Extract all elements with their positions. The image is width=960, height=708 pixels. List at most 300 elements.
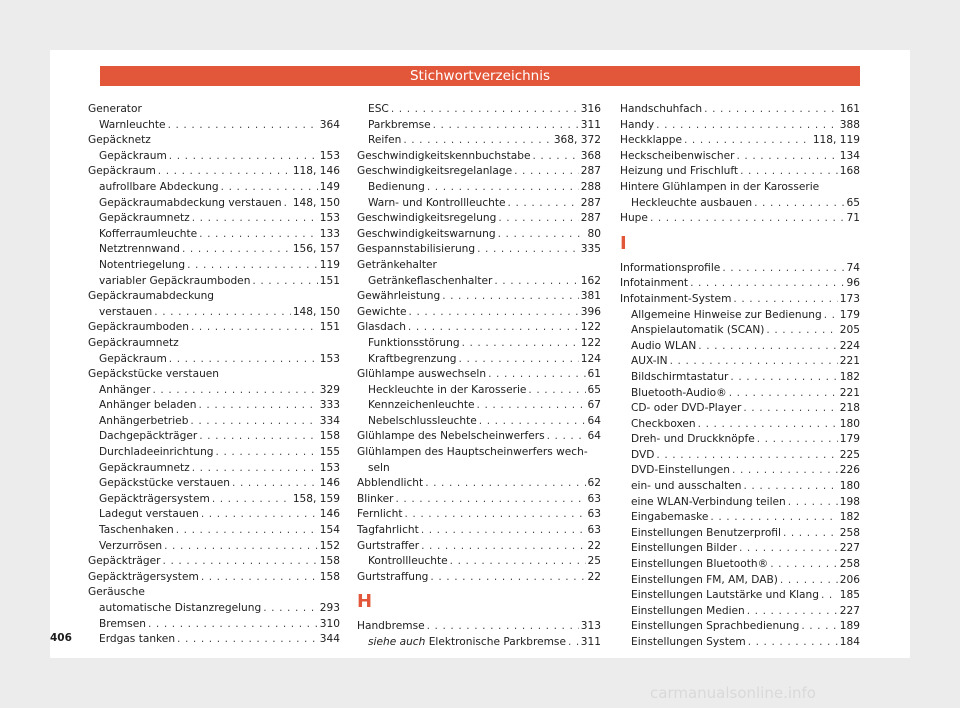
index-page-ref[interactable]: 148, 150 xyxy=(292,305,340,318)
index-subentry xyxy=(88,305,340,321)
index-term: Anspielautomatik (SCAN) xyxy=(631,324,765,337)
index-subentry xyxy=(88,180,340,196)
index-term: Geschwindigkeitsregelung xyxy=(357,212,497,225)
index-subentry xyxy=(620,604,860,620)
index-page-ref[interactable]: 153 xyxy=(319,212,340,225)
index-subentry xyxy=(620,401,860,417)
index-page-ref[interactable]: 218 xyxy=(839,402,860,415)
index-subentry xyxy=(357,274,601,290)
index-entry xyxy=(357,149,601,165)
index-term: Notentriegelung xyxy=(99,258,186,271)
index-term: variabler Gepäckraumboden xyxy=(99,274,251,287)
dot-leader xyxy=(176,523,318,539)
index-entry xyxy=(357,445,601,461)
index-page-ref[interactable]: 182 xyxy=(839,511,860,524)
index-term: Handy xyxy=(620,118,655,131)
index-subentry xyxy=(88,196,340,212)
index-term: Durchladeeinrichtung xyxy=(99,446,214,459)
dot-leader xyxy=(739,541,838,557)
index-term: Gepäckraumnetz xyxy=(99,212,190,225)
dot-leader xyxy=(748,635,838,651)
index-term: DVD-Einstellungen xyxy=(631,464,731,477)
index-subentry xyxy=(620,526,860,542)
index-page-ref[interactable]: 293 xyxy=(319,602,340,614)
index-page-ref[interactable]: 227 xyxy=(839,604,860,617)
index-entry xyxy=(620,180,860,196)
index-entry xyxy=(620,133,860,149)
index-term: Bremsen xyxy=(99,617,146,630)
index-page-ref[interactable]: 153 xyxy=(319,461,340,474)
dot-leader xyxy=(201,570,318,586)
index-page-ref[interactable]: 122 xyxy=(580,336,601,349)
index-subentry xyxy=(88,258,340,274)
dot-leader xyxy=(433,118,579,134)
index-term: Allgemeine Hinweise zur Bedienung xyxy=(631,308,822,321)
index-subentry xyxy=(88,445,340,461)
index-page-ref[interactable]: 63 xyxy=(587,508,601,521)
index-term: Kennzeichenleuchte xyxy=(368,399,475,412)
index-term: Gepäckraum xyxy=(88,165,156,178)
index-term: Kraftbegrenzung xyxy=(368,352,457,365)
index-page-ref[interactable]: 182 xyxy=(839,370,860,383)
index-page-ref[interactable]: 258 xyxy=(839,526,860,539)
dot-leader xyxy=(421,539,585,555)
index-subentry xyxy=(357,461,601,477)
index-term: Infotainment-System xyxy=(620,292,732,305)
index-page-ref[interactable]: 287 xyxy=(580,212,601,225)
index-page-ref[interactable]: 124 xyxy=(580,352,601,365)
index-page-ref[interactable]: 61 xyxy=(587,368,601,381)
index-column-2 xyxy=(357,102,601,651)
dot-leader xyxy=(164,539,318,555)
index-page-ref[interactable]: 22 xyxy=(587,570,601,583)
index-term: ESC xyxy=(368,103,389,115)
dot-leader xyxy=(783,526,838,542)
index-page-ref[interactable]: 288 xyxy=(580,180,601,193)
index-entry xyxy=(357,507,601,523)
index-page-ref[interactable]: 313 xyxy=(580,620,601,633)
dot-leader xyxy=(405,507,586,523)
index-entry xyxy=(88,585,340,601)
index-term: Kontrollleuchte xyxy=(368,555,448,568)
dot-leader xyxy=(409,305,579,321)
index-subentry xyxy=(88,227,340,243)
index-page-ref[interactable]: 158, 159 xyxy=(292,492,340,505)
index-entry xyxy=(357,242,601,258)
dot-leader xyxy=(732,463,838,479)
dot-leader xyxy=(201,507,318,523)
index-term: Einstellungen System xyxy=(631,636,746,648)
dot-leader xyxy=(263,601,318,617)
dot-leader xyxy=(568,635,579,651)
dot-leader xyxy=(704,102,838,118)
index-term: aufrollbare Abdeckung xyxy=(99,180,219,193)
index-term: Handbremse xyxy=(357,620,425,633)
index-page-ref[interactable]: 368, 372 xyxy=(553,134,601,147)
index-entry xyxy=(620,164,860,180)
index-page-ref[interactable]: 221 xyxy=(839,386,860,399)
index-page-ref[interactable]: 364 xyxy=(319,118,340,131)
dot-leader xyxy=(450,554,586,570)
index-term: Glühlampen des Hauptscheinwerfers wech- xyxy=(357,446,588,459)
index-page-ref[interactable]: 168 xyxy=(839,165,860,178)
index-entry xyxy=(357,367,601,383)
index-page-ref[interactable]: 311 xyxy=(580,118,601,131)
dot-leader xyxy=(442,289,579,305)
index-page-ref[interactable]: 311 xyxy=(580,636,601,648)
index-subentry xyxy=(88,523,340,539)
dot-leader xyxy=(199,227,318,243)
dot-leader xyxy=(158,164,291,180)
index-term: seln xyxy=(368,461,390,474)
index-subentry xyxy=(620,370,860,386)
index-entry xyxy=(357,523,601,539)
index-term: Infotainment xyxy=(620,277,689,290)
index-page-ref[interactable]: 71 xyxy=(846,212,860,225)
index-page-ref[interactable]: 329 xyxy=(319,383,340,396)
index-page-ref[interactable]: 118, 146 xyxy=(292,165,340,178)
index-term: Gepäckraum xyxy=(99,352,167,365)
index-subentry xyxy=(620,323,860,339)
index-subentry xyxy=(620,510,860,526)
dot-leader xyxy=(163,554,318,570)
index-page-ref[interactable]: 154 xyxy=(319,524,340,537)
index-term: Gepäckstücke verstauen xyxy=(99,477,231,490)
index-term: siehe auch Elektronische Parkbremse xyxy=(368,636,566,648)
dot-leader xyxy=(462,336,579,352)
index-term: Einstellungen FM, AM, DAB) xyxy=(631,573,778,586)
index-term: Checkboxen xyxy=(631,417,696,430)
index-page-ref[interactable]: 152 xyxy=(319,539,340,552)
index-term: Fernlicht xyxy=(357,508,403,521)
dot-leader xyxy=(182,242,291,258)
dot-leader xyxy=(391,102,579,118)
index-subentry xyxy=(620,308,860,324)
index-subentry xyxy=(88,507,340,523)
index-subentry xyxy=(88,383,340,399)
index-subentry xyxy=(620,196,860,212)
dot-leader xyxy=(232,476,318,492)
dot-leader xyxy=(192,211,318,227)
index-subentry xyxy=(357,554,601,570)
index-page-ref[interactable]: 80 xyxy=(587,227,601,240)
index-page-ref[interactable]: 151 xyxy=(319,274,340,287)
dot-leader xyxy=(425,476,585,492)
dot-leader xyxy=(169,352,318,368)
index-page-ref[interactable]: 158 xyxy=(319,430,340,443)
index-subentry xyxy=(357,133,601,149)
index-page-ref[interactable]: 148, 150 xyxy=(292,196,340,209)
index-term: Verzurrösen xyxy=(99,539,163,552)
index-page-ref[interactable]: 64 xyxy=(587,414,601,427)
index-subentry xyxy=(357,118,601,134)
index-subentry xyxy=(357,336,601,352)
dot-leader xyxy=(498,211,578,227)
index-page-ref[interactable]: 189 xyxy=(839,620,860,633)
index-term: Dachgepäckträger xyxy=(99,430,198,443)
index-term: Handschuhfach xyxy=(620,103,703,115)
page-number: 406 xyxy=(50,632,72,644)
index-term: Geschwindigkeitskennbuchstabe xyxy=(357,149,531,162)
index-page-ref[interactable]: 381 xyxy=(580,290,601,303)
index-page-ref[interactable]: 153 xyxy=(319,352,340,365)
index-page-ref[interactable]: 335 xyxy=(580,243,601,256)
index-page-ref[interactable]: 118, 119 xyxy=(812,134,860,147)
dot-leader xyxy=(656,118,838,134)
dot-leader xyxy=(212,492,291,508)
dot-leader xyxy=(740,164,838,180)
index-page-ref[interactable]: 155 xyxy=(319,446,340,459)
index-entry xyxy=(620,149,860,165)
index-term: Geschwindigkeitswarnung xyxy=(357,227,496,240)
index-page-ref[interactable]: 185 xyxy=(839,589,860,602)
index-subentry xyxy=(620,417,860,433)
index-term: Gepäcknetz xyxy=(88,134,151,147)
index-page-ref[interactable]: 149 xyxy=(319,180,340,193)
index-term: Informationsprofile xyxy=(620,261,721,274)
index-subentry xyxy=(357,414,601,430)
index-page-ref[interactable]: 133 xyxy=(319,227,340,240)
index-term: Warn- und Kontrollleuchte xyxy=(368,196,506,209)
index-subentry xyxy=(88,398,340,414)
index-entry xyxy=(357,320,601,336)
index-page-ref[interactable]: 179 xyxy=(839,433,860,446)
index-term: Eingabemaske xyxy=(631,511,709,524)
dot-leader xyxy=(221,180,318,196)
index-subentry xyxy=(357,102,601,118)
index-term: Einstellungen Medien xyxy=(631,604,745,617)
index-term: CD- oder DVD-Player xyxy=(631,402,742,415)
index-page-ref[interactable]: 146 xyxy=(319,477,340,490)
index-page-ref[interactable]: 368 xyxy=(580,149,601,162)
index-subentry xyxy=(88,414,340,430)
index-entry xyxy=(357,539,601,555)
index-subentry xyxy=(357,398,601,414)
dot-leader xyxy=(514,164,579,180)
index-subentry xyxy=(88,242,340,258)
dot-leader xyxy=(801,619,837,635)
index-page-ref[interactable]: 258 xyxy=(839,558,860,571)
index-letter-heading: H xyxy=(357,591,373,613)
index-entry xyxy=(357,164,601,180)
index-page-ref[interactable]: 334 xyxy=(319,414,340,427)
dot-leader xyxy=(191,320,318,336)
index-subentry xyxy=(620,463,860,479)
index-page-ref[interactable]: 146 xyxy=(319,508,340,521)
index-page-ref[interactable]: 179 xyxy=(839,308,860,321)
index-page-ref[interactable]: 287 xyxy=(580,165,601,178)
index-page-ref[interactable]: 396 xyxy=(580,305,601,318)
index-term: Anhänger beladen xyxy=(99,399,197,412)
index-page-ref[interactable]: 64 xyxy=(587,430,601,443)
index-subentry xyxy=(357,196,601,212)
index-page-ref[interactable]: 96 xyxy=(846,277,860,290)
index-subentry xyxy=(88,118,340,134)
index-term: Parkbremse xyxy=(368,118,431,131)
index-page-ref[interactable]: 67 xyxy=(587,399,601,412)
index-page-ref[interactable]: 173 xyxy=(839,292,860,305)
dot-leader xyxy=(284,196,291,212)
page-header-title: Stichwortverzeichnis xyxy=(100,66,860,86)
index-term: eine WLAN-Verbindung teilen xyxy=(631,495,786,508)
index-term: Hupe xyxy=(620,212,648,225)
index-page-ref[interactable]: 287 xyxy=(580,196,601,209)
index-term: Blinker xyxy=(357,492,394,505)
index-term: Audio WLAN xyxy=(631,339,697,352)
dot-leader xyxy=(733,292,837,308)
index-entry xyxy=(357,211,601,227)
index-page-ref[interactable]: 162 xyxy=(580,274,601,287)
index-page-ref[interactable]: 206 xyxy=(839,573,860,586)
index-term: Dreh- und Druckknöpfe xyxy=(631,433,755,446)
dot-leader xyxy=(743,401,837,417)
dot-leader xyxy=(824,308,838,324)
index-entry xyxy=(620,211,860,227)
dot-leader xyxy=(722,261,844,277)
index-page-ref[interactable]: 158 xyxy=(319,555,340,568)
index-subentry xyxy=(357,352,601,368)
dot-leader xyxy=(199,429,318,445)
dot-leader xyxy=(168,118,318,134)
index-term: Heckleuchte ausbauen xyxy=(631,196,753,209)
index-column-3 xyxy=(620,102,860,651)
dot-leader xyxy=(736,149,837,165)
dot-leader xyxy=(192,461,318,477)
index-page-ref[interactable]: 227 xyxy=(839,542,860,555)
index-page-ref[interactable]: 198 xyxy=(839,495,860,508)
dot-leader xyxy=(532,149,578,165)
index-term: Netztrennwand xyxy=(99,243,180,256)
index-subentry xyxy=(620,635,860,651)
index-term: Glühlampe auswechseln xyxy=(357,368,487,381)
index-term: Funktionsstörung xyxy=(368,336,460,349)
index-page-ref[interactable]: 63 xyxy=(587,524,601,537)
index-term: AUX-IN xyxy=(631,355,668,368)
index-page-ref[interactable]: 205 xyxy=(839,324,860,337)
index-term: Warnleuchte xyxy=(99,118,166,131)
index-entry xyxy=(357,289,601,305)
index-entry xyxy=(357,227,601,243)
index-term: Taschenhaken xyxy=(99,524,174,537)
index-page-ref[interactable]: 151 xyxy=(319,321,340,334)
dot-leader xyxy=(729,386,838,402)
index-entry xyxy=(357,258,601,274)
index-column-1 xyxy=(88,102,340,648)
index-page-ref[interactable]: 333 xyxy=(319,399,340,412)
index-term: Gepäckraumnetz xyxy=(99,461,190,474)
index-page-ref[interactable]: 180 xyxy=(839,480,860,493)
index-entry xyxy=(357,570,601,586)
index-subentry xyxy=(620,588,860,604)
index-subentry xyxy=(88,429,340,445)
index-term: Getränkeflaschenhalter xyxy=(368,274,493,287)
index-entry xyxy=(357,492,601,508)
index-page-ref[interactable]: 65 xyxy=(846,196,860,209)
dot-leader xyxy=(730,370,837,386)
dot-leader xyxy=(403,133,552,149)
index-term: Geschwindigkeitsregelanlage xyxy=(357,165,513,178)
index-page-ref[interactable]: 225 xyxy=(839,448,860,461)
index-subentry xyxy=(620,448,860,464)
index-page-ref[interactable]: 119 xyxy=(319,258,340,271)
index-page-ref[interactable]: 161 xyxy=(839,103,860,115)
index-term: Gepäckraumabdeckung verstauen xyxy=(99,196,282,209)
index-letter-heading: I xyxy=(620,232,627,254)
dot-leader xyxy=(427,180,579,196)
index-term: Gewährleistung xyxy=(357,290,441,303)
index-entry xyxy=(88,102,340,118)
index-entry xyxy=(357,305,601,321)
index-page-ref[interactable]: 153 xyxy=(319,149,340,162)
index-entry xyxy=(88,133,340,149)
index-page-ref[interactable]: 388 xyxy=(839,118,860,131)
index-subentry xyxy=(88,632,340,648)
index-term: Einstellungen Lautstärke und Klang xyxy=(631,589,819,602)
dot-leader xyxy=(430,570,585,586)
index-page-ref[interactable]: 184 xyxy=(839,636,860,648)
index-term: Ladegut verstauen xyxy=(99,508,199,521)
index-page-ref[interactable]: 158 xyxy=(319,570,340,583)
index-subentry xyxy=(88,492,340,508)
index-term: Tagfahrlicht xyxy=(357,524,419,537)
index-entry xyxy=(88,367,340,383)
dot-leader xyxy=(148,617,318,633)
index-page-ref[interactable]: 65 xyxy=(587,383,601,396)
index-term: Abblendlicht xyxy=(357,477,424,490)
index-term: Gepäckraumabdeckung xyxy=(88,290,215,303)
index-page-ref[interactable]: 122 xyxy=(580,321,601,334)
index-page-ref[interactable]: 62 xyxy=(587,477,601,490)
dot-leader xyxy=(216,445,318,461)
index-page-ref[interactable]: 310 xyxy=(319,617,340,630)
dot-leader xyxy=(788,495,838,511)
dot-leader xyxy=(421,523,586,539)
dot-leader xyxy=(650,211,845,227)
index-term: Heckklappe xyxy=(620,134,682,147)
index-page-ref[interactable]: 22 xyxy=(587,539,601,552)
index-page-ref[interactable]: 224 xyxy=(839,339,860,352)
index-page-ref[interactable]: 25 xyxy=(587,555,601,568)
index-page-ref[interactable]: 134 xyxy=(839,149,860,162)
dot-leader xyxy=(710,510,837,526)
watermark-text: carmanualsonline.info xyxy=(650,684,816,702)
index-term: DVD xyxy=(631,448,655,461)
index-page-ref[interactable]: 156, 157 xyxy=(292,243,340,256)
index-page-ref[interactable]: 74 xyxy=(846,261,860,274)
index-term: Bildschirmtastatur xyxy=(631,370,729,383)
index-term: Gespannstabilisierung xyxy=(357,243,476,256)
index-subentry xyxy=(620,354,860,370)
dot-leader xyxy=(252,274,317,290)
dot-leader xyxy=(190,414,317,430)
index-entry xyxy=(88,336,340,352)
index-page-ref[interactable]: 316 xyxy=(580,103,601,115)
index-term: Gepäckraumnetz xyxy=(88,336,179,349)
index-entry xyxy=(357,619,601,635)
index-page-ref[interactable]: 221 xyxy=(839,355,860,368)
index-term: Heizung und Frischluft xyxy=(620,165,739,178)
index-page-ref[interactable]: 226 xyxy=(839,464,860,477)
dot-leader xyxy=(408,320,579,336)
index-subentry xyxy=(620,479,860,495)
index-term: Getränkehalter xyxy=(357,258,437,271)
index-subentry xyxy=(88,617,340,633)
dot-leader xyxy=(528,383,585,399)
index-page-ref[interactable]: 180 xyxy=(839,417,860,430)
index-subentry xyxy=(620,386,860,402)
index-page-ref[interactable]: 344 xyxy=(319,633,340,646)
index-page-ref[interactable]: 63 xyxy=(587,492,601,505)
